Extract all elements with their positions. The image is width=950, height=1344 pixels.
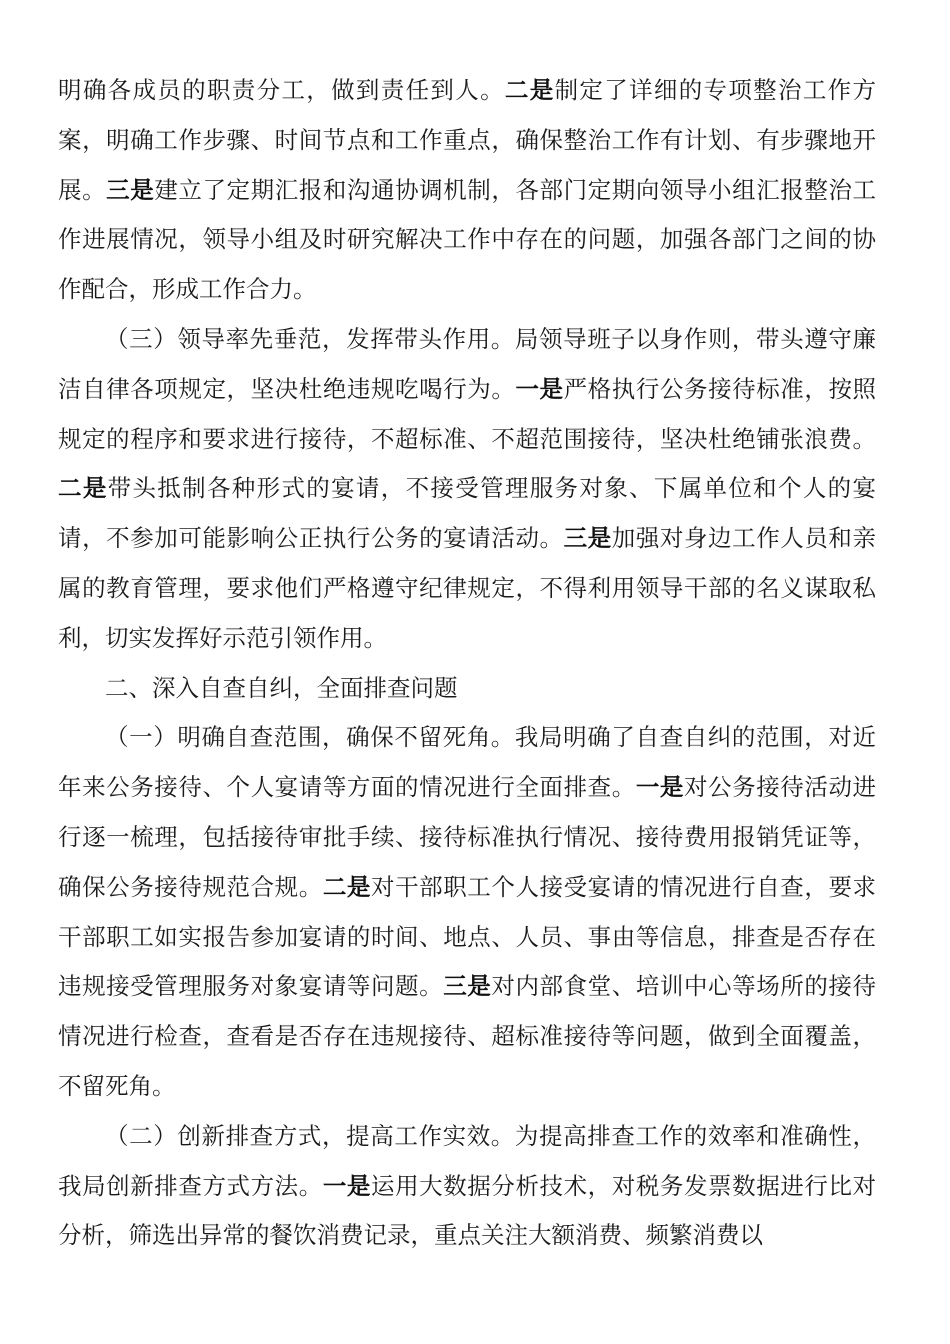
text-run: 明确各成员的职责分工，做到责任到人。 <box>58 76 505 104</box>
emphasis-run: 三是 <box>106 175 155 204</box>
section-heading <box>58 664 876 714</box>
text-run: 严格执行公务接待标准，按照规定的程序和要求进行接待，不超标准、不超范围接待，坚决杜绝铺张浪费。 <box>58 374 877 453</box>
emphasis-run: 一是 <box>635 773 684 802</box>
emphasis-run: 三是 <box>563 524 612 553</box>
text-run: 对内部食堂、培训中心等场所的接待情况进行检查，查看是否存在违规接待、超标准接待等问题，做到全面覆盖，不留死角。 <box>58 972 877 1100</box>
text-run: （一）明确自查范围，确保不留死角。我局明确了自查自纠的范围，对近年来公务接待、个人宴请等方面的情况进行全面排查。 <box>58 723 876 802</box>
emphasis-run: 二是 <box>504 76 555 104</box>
text-run: 建立了定期汇报和沟通协调机制，各部门定期向领导小组汇报整治工作进展情况，领导小组及时研究解决工作中存在的问题，加强各部门之间的协作配合，形成工作合力。 <box>58 175 877 304</box>
text-run: （二）创新排查方式，提高工作实效。为提高排查工作的效率和准确性，我局创新排查方式方法。 <box>58 1121 876 1200</box>
text-run: （三）领导率先垂范，发挥带头作用。局领导班子以身作则，带头遵守廉洁自律各项规定，坚决杜绝违规吃喝行为。 <box>58 324 876 403</box>
paragraph-leadership-example <box>58 315 876 664</box>
emphasis-run: 三是 <box>443 972 492 1001</box>
emphasis-run: 一是 <box>322 1171 371 1200</box>
emphasis-run: 一是 <box>515 374 564 403</box>
text-run: 运用大数据分析技术，对税务发票数据进行比对分析，筛选出异常的餐饮消费记录，重点关注大额消费、频繁消费以 <box>58 1171 877 1250</box>
paragraph-duties <box>58 66 876 315</box>
paragraph-inspection-methods <box>58 1112 876 1261</box>
paragraph-self-inspection-scope <box>58 713 876 1111</box>
heading-text: 二、深入自查自纠，全面排查问题 <box>105 673 458 702</box>
text-run: 对公务接待活动进行逐一梳理，包括接待审批手续、接待标准执行情况、接待费用报销凭证等，确保公务接待规范合规。 <box>58 773 877 901</box>
text-run: 加强对身边工作人员和亲属的教育管理，要求他们严格遵守纪律规定，不得利用领导干部的名义谋取私利，切实发挥好示范引领作用。 <box>58 524 877 652</box>
emphasis-run: 二是 <box>322 872 371 901</box>
emphasis-run: 二是 <box>58 474 108 503</box>
text-run: 制定了详细的专项整治工作方案，明确工作步骤、时间节点和工作重点，确保整治工作有计划、有步骤地开展。 <box>58 76 876 204</box>
document-body <box>58 66 876 1261</box>
text-run: 带头抵制各种形式的宴请，不接受管理服务对象、下属单位和个人的宴请，不参加可能影响公正执行公务的宴请活动。 <box>58 474 876 553</box>
text-run: 对干部职工个人接受宴请的情况进行自查，要求干部职工如实报告参加宴请的时间、地点、人员、事由等信息，排查是否存在违规接受管理服务对象宴请等问题。 <box>58 872 877 1001</box>
